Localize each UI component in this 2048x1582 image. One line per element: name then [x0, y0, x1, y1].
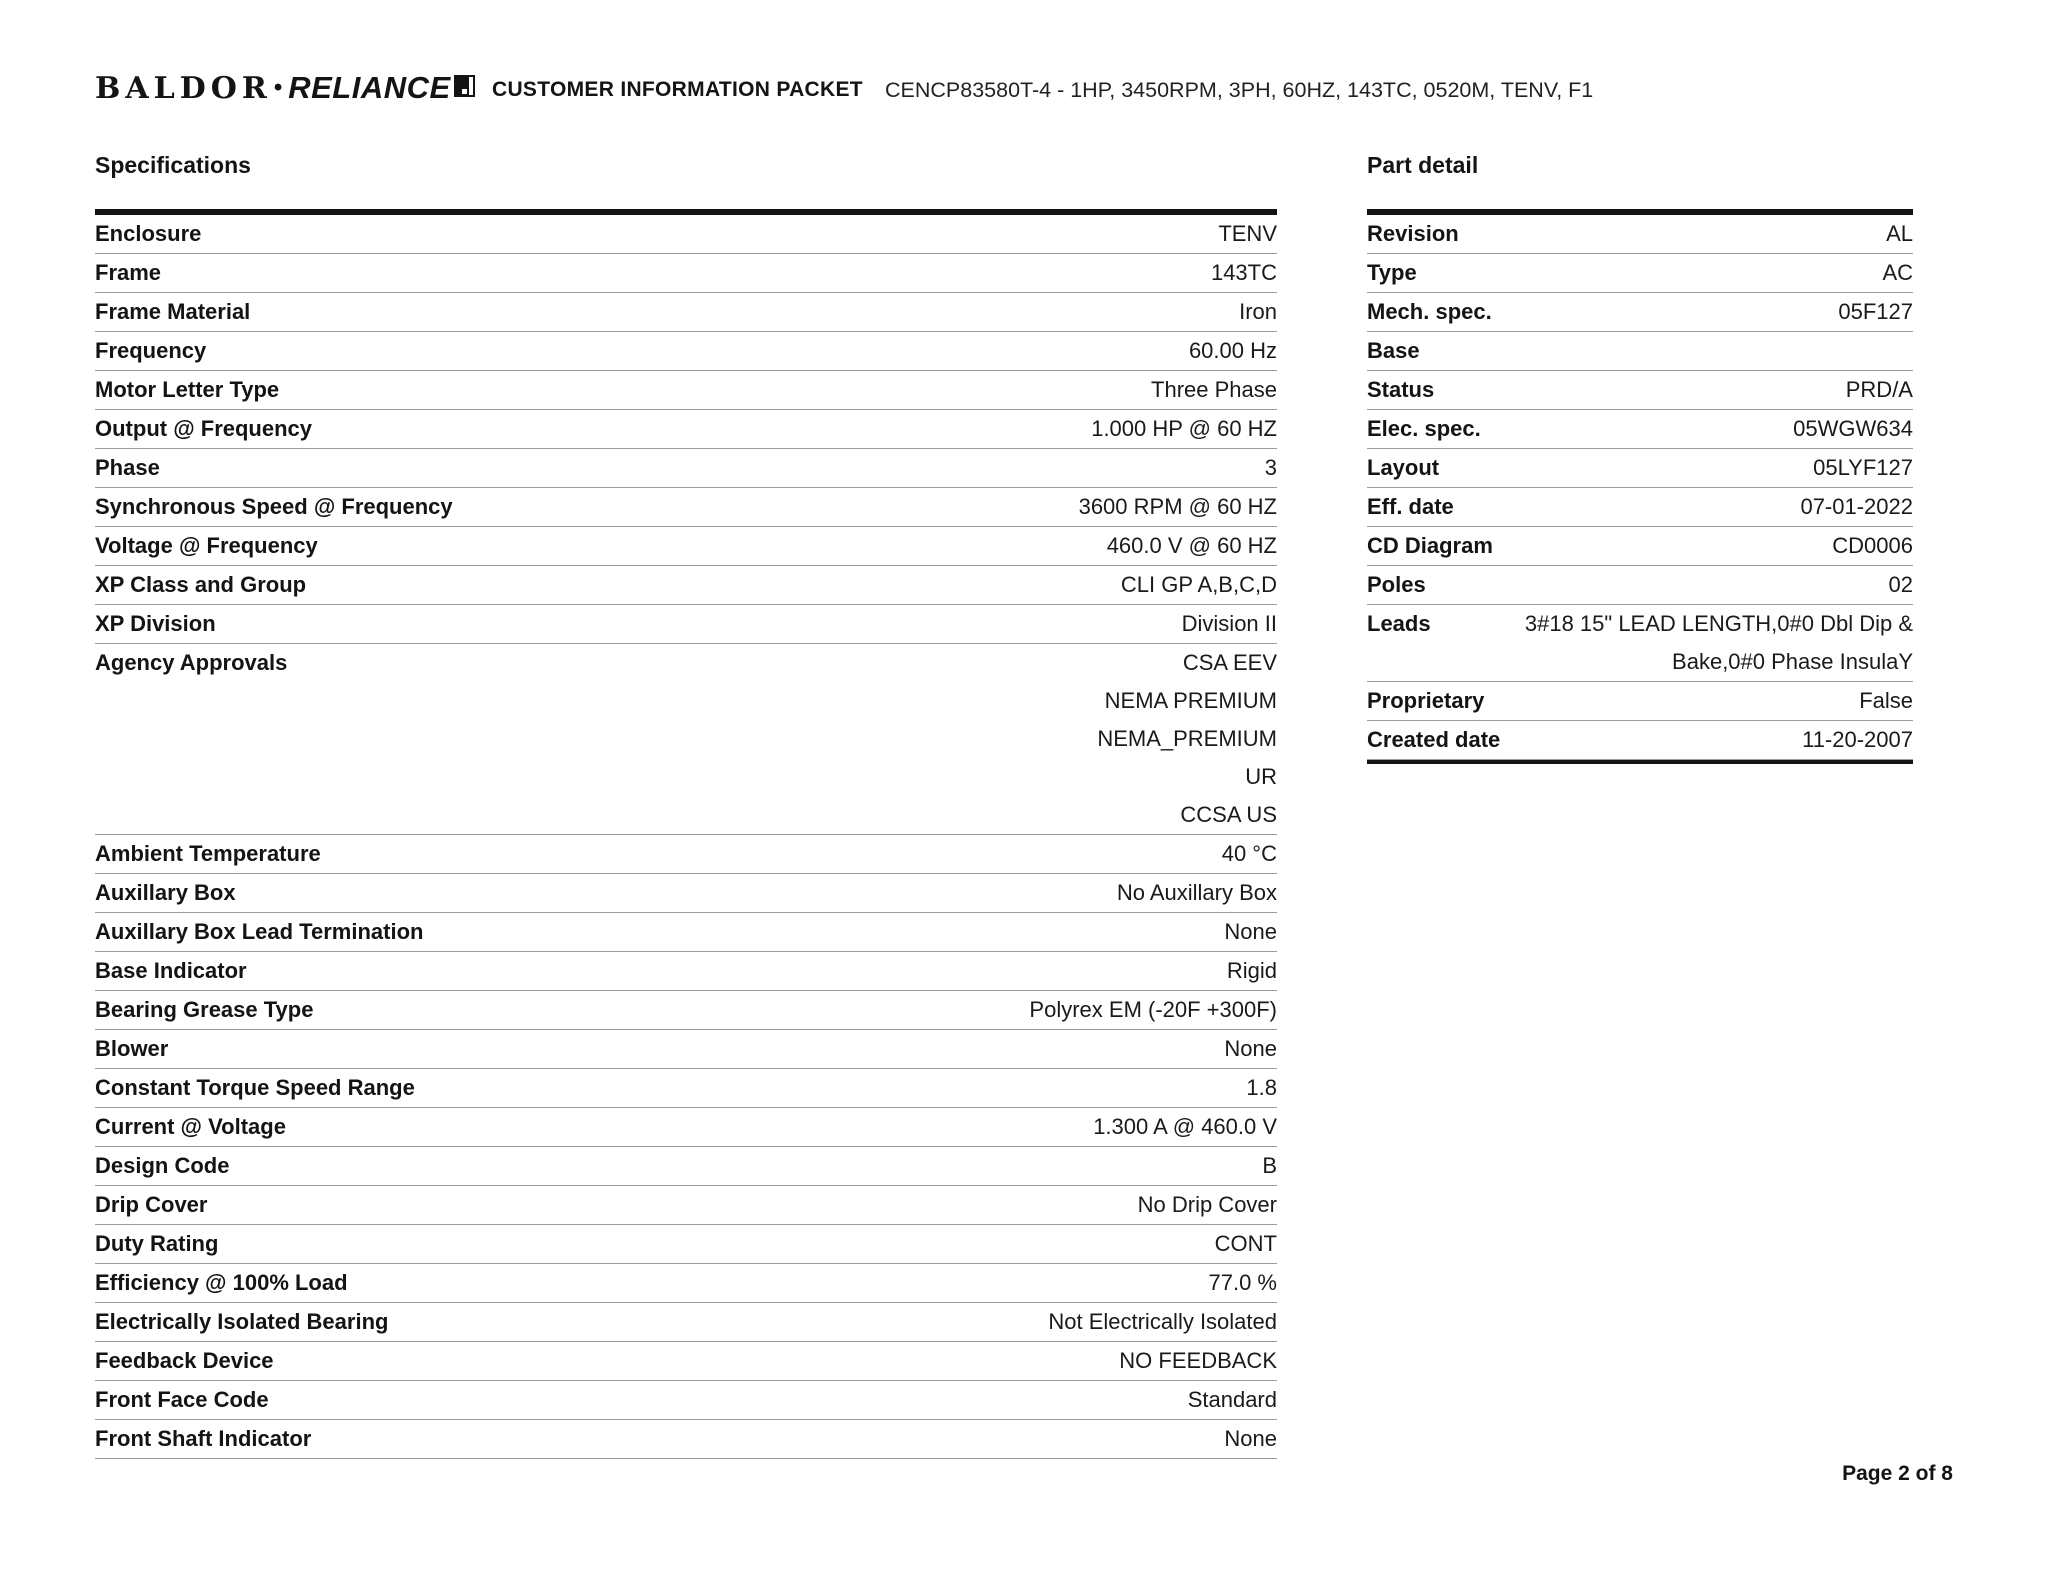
row-values [260, 874, 1277, 912]
row-value: No Auxillary Box [1116, 880, 1277, 905]
row-value: NEMA PREMIUM [1104, 688, 1277, 713]
table-row [95, 1420, 1277, 1459]
row-values [345, 835, 1277, 873]
row-values [477, 488, 1277, 526]
table-row [1367, 527, 1913, 566]
row-values [336, 410, 1277, 448]
table-row [95, 1303, 1277, 1342]
row-value: NO FEEDBACK [1119, 1348, 1277, 1373]
table-row [95, 254, 1277, 293]
row-value: UR [1245, 764, 1277, 789]
row-values [240, 605, 1277, 643]
table-row [95, 449, 1277, 488]
row-label: Frame Material [95, 299, 251, 324]
row-value: CD0006 [1832, 533, 1913, 558]
row-values [1516, 293, 1913, 331]
table-row [1367, 449, 1913, 488]
row-label: Base Indicator [95, 958, 247, 983]
row-label: Mech. spec. [1367, 299, 1492, 324]
row-label: Duty Rating [95, 1231, 219, 1256]
table-row [95, 1342, 1277, 1381]
row-value: 3#18 15" LEAD LENGTH,0#0 Dbl Dip & [1524, 611, 1913, 636]
row-values [1455, 605, 1913, 681]
table-row [1367, 605, 1913, 682]
table-row [1367, 215, 1913, 254]
table-row [95, 644, 1277, 835]
row-values [274, 293, 1277, 331]
row-value: 60.00 Hz [1188, 338, 1277, 363]
row-label: XP Division [95, 611, 216, 636]
row-label: Phase [95, 455, 160, 480]
row-value: 1.8 [1246, 1075, 1277, 1100]
page-number: Page 2 of 8 [1842, 1462, 1953, 1485]
page-header [95, 70, 1953, 110]
row-label: Constant Torque Speed Range [95, 1075, 415, 1100]
row-label: Enclosure [95, 221, 202, 246]
row-values [298, 1342, 1277, 1380]
row-label: Base [1367, 338, 1420, 363]
row-label: Type [1367, 260, 1417, 285]
reliance-wordmark: RELIANCE [288, 70, 451, 105]
row-values [303, 371, 1277, 409]
table-row [95, 1030, 1277, 1069]
row-label: Auxillary Box [95, 880, 236, 905]
row-value: Standard [1187, 1387, 1277, 1412]
specifications-section [95, 152, 1277, 1459]
row-values [311, 644, 1277, 834]
table-row [1367, 721, 1913, 760]
row-values [1483, 215, 1913, 253]
row-values [1478, 488, 1913, 526]
row-value: Three Phase [1151, 377, 1277, 402]
row-value: 11-20-2007 [1802, 727, 1913, 752]
table-row [95, 874, 1277, 913]
row-value: Polyrex EM (-20F +300F) [1029, 997, 1277, 1022]
row-values [253, 1147, 1277, 1185]
table-row [95, 1147, 1277, 1186]
row-value: 05WGW634 [1793, 416, 1913, 441]
row-value: TENV [1218, 221, 1277, 246]
table-row [1367, 371, 1913, 410]
row-value: CONT [1214, 1231, 1277, 1256]
row-value: Not Electrically Isolated [1048, 1309, 1277, 1334]
row-values [1508, 682, 1913, 720]
table-row [95, 293, 1277, 332]
row-label: Feedback Device [95, 1348, 274, 1373]
row-value: AL [1886, 221, 1913, 246]
row-values [372, 1264, 1277, 1302]
table-row [95, 215, 1277, 254]
table-row [95, 488, 1277, 527]
row-value: Rigid [1226, 958, 1277, 983]
row-value: Iron [1239, 299, 1277, 324]
row-value: 05F127 [1838, 299, 1913, 324]
row-values [337, 991, 1277, 1029]
row-label: Poles [1367, 572, 1426, 597]
row-label: Frequency [95, 338, 207, 363]
row-values [225, 215, 1277, 253]
row-values [342, 527, 1277, 565]
row-label: Ambient Temperature [95, 841, 321, 866]
table-row [1367, 332, 1913, 371]
row-value: 40 °C [1221, 841, 1277, 866]
document-subtitle: CENCP83580T-4 - 1HP, 3450RPM, 3PH, 60HZ, 143TC, 0520M, TENV, F1 [885, 78, 1594, 102]
table-row [95, 1069, 1277, 1108]
row-values [192, 1030, 1277, 1068]
table-row [95, 1108, 1277, 1147]
table-row [95, 410, 1277, 449]
row-value: B [1262, 1153, 1277, 1178]
row-values [330, 566, 1277, 604]
table-row [95, 835, 1277, 874]
logo-dot-separator: • [273, 74, 283, 101]
row-label: Status [1367, 377, 1435, 402]
row-value: 02 [1888, 572, 1913, 597]
row-label: Created date [1367, 727, 1501, 752]
row-value: None [1224, 919, 1277, 944]
row-label: Electrically Isolated Bearing [95, 1309, 389, 1334]
row-value: Division II [1181, 611, 1277, 636]
specifications-heading: Specifications [95, 152, 251, 178]
row-label: Motor Letter Type [95, 377, 280, 402]
row-value: 05LYF127 [1813, 455, 1913, 480]
table-row [95, 913, 1277, 952]
row-values [231, 1186, 1277, 1224]
row-value: 3 [1264, 455, 1277, 480]
row-values [185, 254, 1277, 292]
table-row [95, 371, 1277, 410]
row-value: No Drip Cover [1137, 1192, 1277, 1217]
row-value: 143TC [1210, 260, 1277, 285]
row-value: Bake,0#0 Phase InsulaY [1672, 649, 1913, 674]
baldor-wordmark: BALDOR [95, 70, 272, 106]
row-value: NEMA_PREMIUM [1097, 726, 1277, 751]
row-label: Proprietary [1367, 688, 1485, 713]
row-label: Output @ Frequency [95, 416, 313, 441]
table-row [1367, 488, 1913, 527]
row-value: 460.0 V @ 60 HZ [1106, 533, 1277, 558]
row-values [335, 1420, 1277, 1458]
brand-logo [95, 70, 475, 106]
row-label: Blower [95, 1036, 169, 1061]
row-value: None [1224, 1036, 1277, 1061]
row-label: Voltage @ Frequency [95, 533, 318, 558]
row-values [1505, 410, 1913, 448]
row-value: 1.300 A @ 460.0 V [1093, 1114, 1277, 1139]
table-row [95, 991, 1277, 1030]
table-row [95, 566, 1277, 605]
row-value: False [1859, 688, 1913, 713]
row-values [230, 332, 1277, 370]
table-row [1367, 293, 1913, 332]
table-row [1367, 254, 1913, 293]
part-detail-heading: Part detail [1367, 152, 1479, 178]
row-label: Revision [1367, 221, 1459, 246]
row-label: Frame [95, 260, 162, 285]
row-value: PRD/A [1845, 377, 1913, 402]
row-label: Layout [1367, 455, 1440, 480]
row-values [1450, 566, 1913, 604]
row-label: XP Class and Group [95, 572, 307, 597]
row-label: Auxillary Box Lead Termination [95, 919, 424, 944]
table-row [1367, 566, 1913, 605]
table-row [95, 1381, 1277, 1420]
table-row [95, 332, 1277, 371]
table-row [95, 1264, 1277, 1303]
table-row [95, 605, 1277, 644]
row-label: Current @ Voltage [95, 1114, 286, 1139]
row-label: Synchronous Speed @ Frequency [95, 494, 453, 519]
brand-mark-icon [454, 74, 475, 103]
table-row [1367, 410, 1913, 449]
table-row [95, 1225, 1277, 1264]
row-value: 3600 RPM @ 60 HZ [1078, 494, 1277, 519]
part-detail-section [1367, 152, 1913, 764]
row-values [1441, 254, 1913, 292]
row-value: 77.0 % [1208, 1270, 1277, 1295]
row-label: Leads [1367, 611, 1431, 636]
row-label: Drip Cover [95, 1192, 208, 1217]
row-value: AC [1882, 260, 1913, 285]
row-label: Front Shaft Indicator [95, 1426, 312, 1451]
document-title: CUSTOMER INFORMATION PACKET [492, 78, 863, 101]
row-value: CLI GP A,B,C,D [1120, 572, 1277, 597]
row-values [412, 1303, 1277, 1341]
row-values [271, 952, 1277, 990]
row-values [293, 1381, 1277, 1419]
row-label: Agency Approvals [95, 650, 288, 675]
row-values [439, 1069, 1277, 1107]
table-row [95, 952, 1277, 991]
row-values [310, 1108, 1277, 1146]
table-row [1367, 682, 1913, 721]
row-label: Efficiency @ 100% Load [95, 1270, 348, 1295]
row-label: Eff. date [1367, 494, 1454, 519]
row-values [242, 1225, 1277, 1263]
row-value: CCSA US [1180, 802, 1277, 827]
table-row [95, 527, 1277, 566]
row-value: None [1224, 1426, 1277, 1451]
part-detail-table [1367, 209, 1913, 764]
row-values [447, 913, 1277, 951]
row-label: Elec. spec. [1367, 416, 1481, 441]
row-label: Bearing Grease Type [95, 997, 314, 1022]
row-label: CD Diagram [1367, 533, 1493, 558]
row-label: Design Code [95, 1153, 230, 1178]
row-value: 07-01-2022 [1800, 494, 1913, 519]
row-value: CSA EEV [1182, 650, 1277, 675]
table-row [95, 1186, 1277, 1225]
row-values [1463, 449, 1913, 487]
row-value: 1.000 HP @ 60 HZ [1091, 416, 1277, 441]
row-values [1458, 371, 1913, 409]
row-label: Front Face Code [95, 1387, 269, 1412]
row-values [184, 449, 1277, 487]
row-values [1524, 721, 1913, 759]
specifications-table [95, 209, 1277, 1459]
row-values [1517, 527, 1913, 565]
